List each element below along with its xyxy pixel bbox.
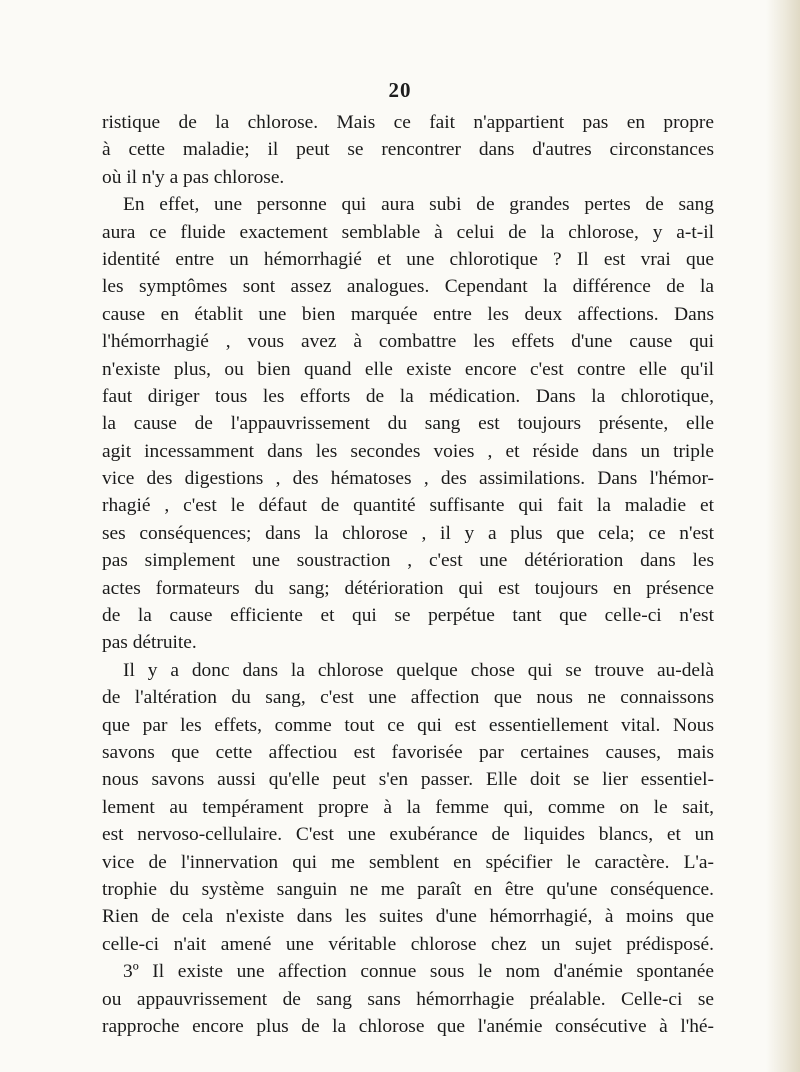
- text-line: pas détruite.: [102, 632, 197, 654]
- text-line: actes formateurs du sang; détérioration qui est toujours en présence: [102, 577, 714, 599]
- text-line: vice des digestions , des hématoses , des assimilations. Dans l'hémor-: [102, 468, 714, 490]
- text-line: où il n'y a pas chlorose.: [102, 166, 285, 188]
- text-line: aura ce fluide exactement semblable à celui de la chlorose, y a-t-il: [102, 221, 714, 243]
- text-line: ses conséquences; dans la chlorose , il y a plus que cela; ce n'est: [102, 522, 714, 544]
- text-line: 3º Il existe une affection connue sous le nom d'anémie spontanée: [123, 961, 714, 983]
- text-line: à cette maladie; il peut se rencontrer dans d'autres circonstances: [102, 139, 714, 161]
- text-line: les symptômes sont assez analogues. Cependant la différence de la: [102, 276, 714, 298]
- text-line: l'hémorrhagié , vous avez à combattre les effets d'une cause qui: [102, 331, 714, 353]
- text-line: trophie du système sanguin ne me paraît en être qu'une conséquence.: [102, 878, 714, 900]
- body-text: [102, 109, 714, 1040]
- text-line: vice de l'innervation qui me semblent en spécifier le caractère. L'a-: [102, 851, 714, 873]
- text-line: agit incessamment dans les secondes voies , et réside dans un triple: [102, 440, 714, 462]
- text-line: cause en établit une bien marquée entre les deux affections. Dans: [102, 303, 714, 325]
- text-line: ristique de la chlorose. Mais ce fait n'appartient pas en propre: [102, 112, 714, 133]
- text-line: rapproche encore plus de la chlorose que l'anémie consécutive à l'hé-: [102, 1015, 714, 1037]
- text-line: n'existe plus, ou bien quand elle existe encore c'est contre elle qu'il: [102, 358, 714, 380]
- text-line: Rien de cela n'existe dans les suites d'une hémorrhagié, à moins que: [102, 906, 714, 928]
- text-line: de l'altération du sang, c'est une affection que nous ne connaissons: [102, 687, 714, 709]
- text-line: est nervoso-cellulaire. C'est une exubérance de liquides blancs, et un: [102, 824, 714, 846]
- text-line: Il y a donc dans la chlorose quelque chose qui se trouve au-delà: [123, 659, 714, 681]
- text-line: faut diriger tous les efforts de la médication. Dans la chlorotique,: [102, 385, 714, 407]
- text-line: ou appauvrissement de sang sans hémorrhagie préalable. Celle-ci se: [102, 988, 714, 1010]
- text-line: En effet, une personne qui aura subi de grandes pertes de sang: [123, 194, 714, 216]
- text-line: que par les effets, comme tout ce qui est essentiellement vital. Nous: [102, 714, 714, 736]
- page-number: 20: [388, 78, 412, 102]
- text-line: rhagié , c'est le défaut de quantité suffisante qui fait la maladie et: [102, 495, 714, 517]
- text-line: de la cause efficiente et qui se perpétue tant que celle-ci n'est: [102, 605, 714, 627]
- text-line: savons que cette affectiou est favorisée par certaines causes, mais: [102, 741, 714, 763]
- text-line: lement au tempérament propre à la femme qui, comme on le sait,: [102, 796, 714, 818]
- text-line: pas simplement une soustraction , c'est une détérioration dans les: [102, 550, 714, 572]
- text-line: la cause de l'appauvrissement du sang est toujours présente, elle: [102, 413, 714, 435]
- page-edge-shadow: [766, 0, 800, 1072]
- text-line: nous savons aussi qu'elle peut s'en passer. Elle doit se lier essentiel-: [102, 769, 714, 791]
- text-line: identité entre un hémorrhagié et une chlorotique ? Il est vrai que: [102, 248, 714, 270]
- text-line: celle-ci n'ait amené une véritable chlorose chez un sujet prédisposé.: [102, 933, 714, 955]
